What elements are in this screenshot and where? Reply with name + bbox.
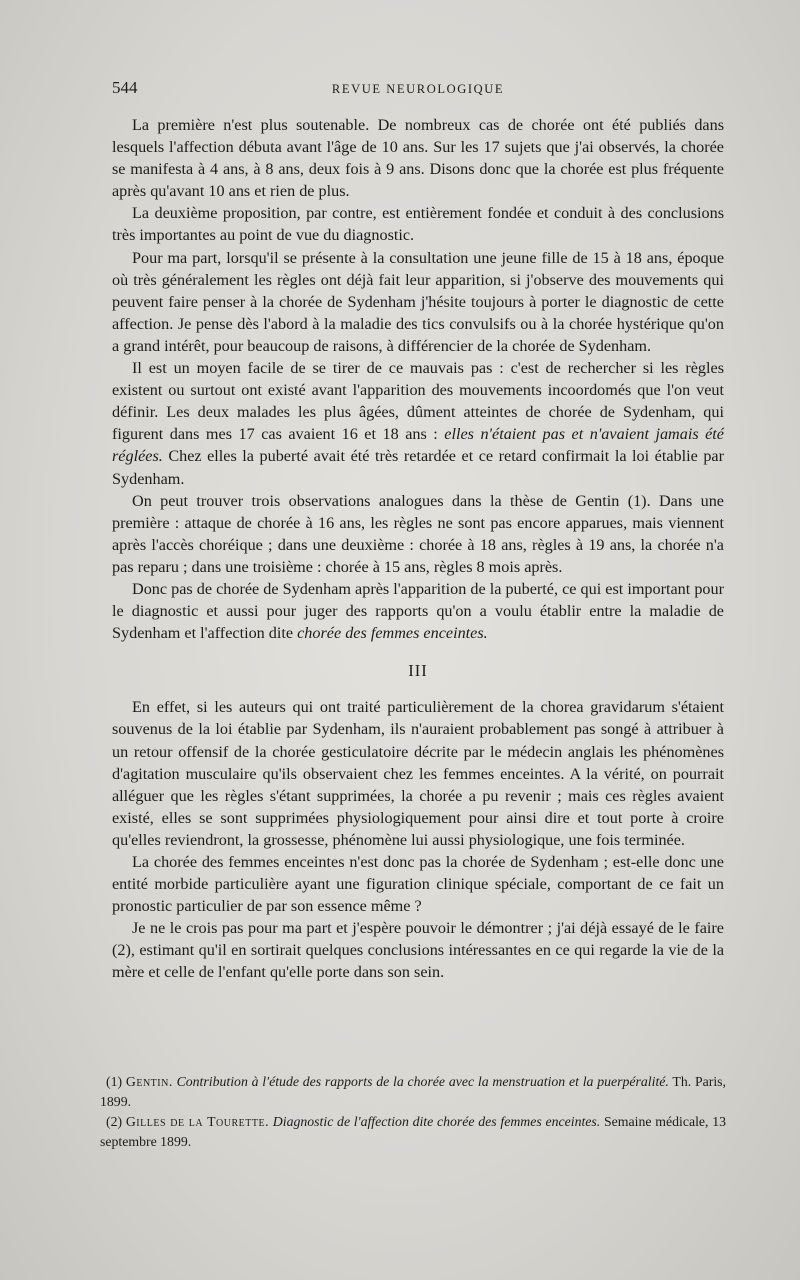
footnote-2-author: Gilles de la Tourette. xyxy=(125,1114,270,1129)
paragraph-5: On peut trouver trois observations analogues dans la thèse de Gentin (1). Dans une première : attaque de chorée à 16 ans, les règles ne sont pas encore apparues, mais viennent après l'accès choréique ; dans une deuxième : chorée à 18 ans, règles à 19 ans, la chorée n'a pas reparu ; dans une troisième : chorée à 15 ans, règles 8 mois après. xyxy=(112,491,724,576)
paragraph-4 xyxy=(112,357,724,490)
footnote-1-title: Contribution à l'étude des rapports de la chorée avec la menstruation et la puerpéralité. xyxy=(176,1074,669,1089)
paragraph-4-text-start: Il est un moyen facile de se tirer de ce mauvais pas : c'est de rechercher si les règles existent ou surtout ont existé avant l'apparition des mouvements incoordomés que l'on veut définir. Les deux malades les plus âgées, dûment atteintes de chorée de Sydenham, qui figurent dans mes 17 cas avaient 16 et 18 ans : xyxy=(112,359,724,444)
paragraph-4-italic: elles n'étaient pas et n'avaient jamais été réglées. xyxy=(112,425,724,466)
footnote-1-number: (1) xyxy=(106,1074,123,1089)
footnote-2-title: Diagnostic de l'affection dite chorée des femmes enceintes. xyxy=(272,1114,601,1129)
paragraph-7: En effet, si les auteurs qui ont traité particulièrement de la chorea gravidarum s'étaient souvenus de la loi établie par Sydenham, ils n'auraient probablement pas songé à attribuer à un retour offensif de la chorée gesticulatoire décrite par le médecin anglais les phénomènes d'agitation musculaire qu'ils observaient chez les femmes enceintes. A la vérité, on pourrait alléguer que les règles s'étant supprimées, la chorée a pu revenir ; mais ces règles avaient existé, elles se sont supprimées physiologiquement pour ainsi dire et tout porte à croire qu'elles reviendront, la grossesse, phénomène lui aussi physiologique, une fois terminée. xyxy=(112,698,724,849)
footnote-1 xyxy=(100,1072,726,1112)
journal-title: REVUE NEUROLOGIQUE xyxy=(331,82,505,96)
article-body xyxy=(112,114,724,984)
running-head xyxy=(112,78,724,102)
paragraph-6-italic: chorée des femmes enceintes. xyxy=(297,624,488,643)
footnote-1-author: Gentin. xyxy=(125,1074,173,1089)
paragraph-8: La chorée des femmes enceintes n'est donc pas la chorée de Sydenham ; est-elle donc une entité morbide particulière ayant une figuration clinique spéciale, comportant de ce fait un pronostic particulier de par son essence même ? xyxy=(112,853,724,916)
page-number: 544 xyxy=(112,78,138,97)
footnotes xyxy=(100,1072,726,1152)
footnote-2-details: Semaine médicale, 13 septembre 1899. xyxy=(100,1114,726,1149)
paragraph-4-text-end: Chez elles la puberté avait été très retardée et ce retard confirmait la loi établie par Sydenham. xyxy=(112,447,724,488)
paragraph-6 xyxy=(112,578,724,644)
footnote-2-number: (2) xyxy=(106,1114,123,1129)
paragraph-9: Je ne le crois pas pour ma part et j'espère pouvoir le démontrer ; j'ai déjà essayé de le faire (2), estimant qu'il en sortirait quelques conclusions intéressantes en ce qui regarde la vie de la mère et celle de l'enfant qu'elle porte dans son sein. xyxy=(112,919,724,982)
paragraph-3: Pour ma part, lorsqu'il se présente à la consultation une jeune fille de 15 à 18 ans, époque où très généralement les règles ont déjà fait leur apparition, si j'observe des mouvements qui peuvent faire penser à la chorée de Sydenham j'hésite toujours à porter le diagnostic de cette affection. Je pense dès l'abord à la maladie des tics convulsifs ou à la chorée hystérique qu'on a grand intérêt, pour beaucoup de raisons, à différencier de la chorée de Sydenham. xyxy=(112,248,724,355)
footnote-1-details: Th. Paris, 1899. xyxy=(100,1074,726,1109)
section-heading: III xyxy=(408,661,428,681)
paragraph-1: La première n'est plus soutenable. De nombreux cas de chorée ont été publiés dans lesquels l'affection débuta avant l'âge de 10 ans. Sur les 17 sujets que j'ai observés, la chorée se manifesta à 4 ans, à 8 ans, deux fois à 9 ans. Disons donc que la chorée est plus fréquente après qu'avant 10 ans et rien de plus. xyxy=(112,116,724,201)
paragraph-6-text: Donc pas de chorée de Sydenham après l'apparition de la puberté, ce qui est important pour le diagnostic et aussi pour juger des rapports qu'on a voulu établir entre la maladie de Sydenham et l'affection dite xyxy=(112,579,724,643)
footnote-2 xyxy=(100,1112,726,1152)
paragraph-2: La deuxième proposition, par contre, est entièrement fondée et conduit à des conclusions très importantes au point de vue du diagnostic. xyxy=(112,204,724,245)
